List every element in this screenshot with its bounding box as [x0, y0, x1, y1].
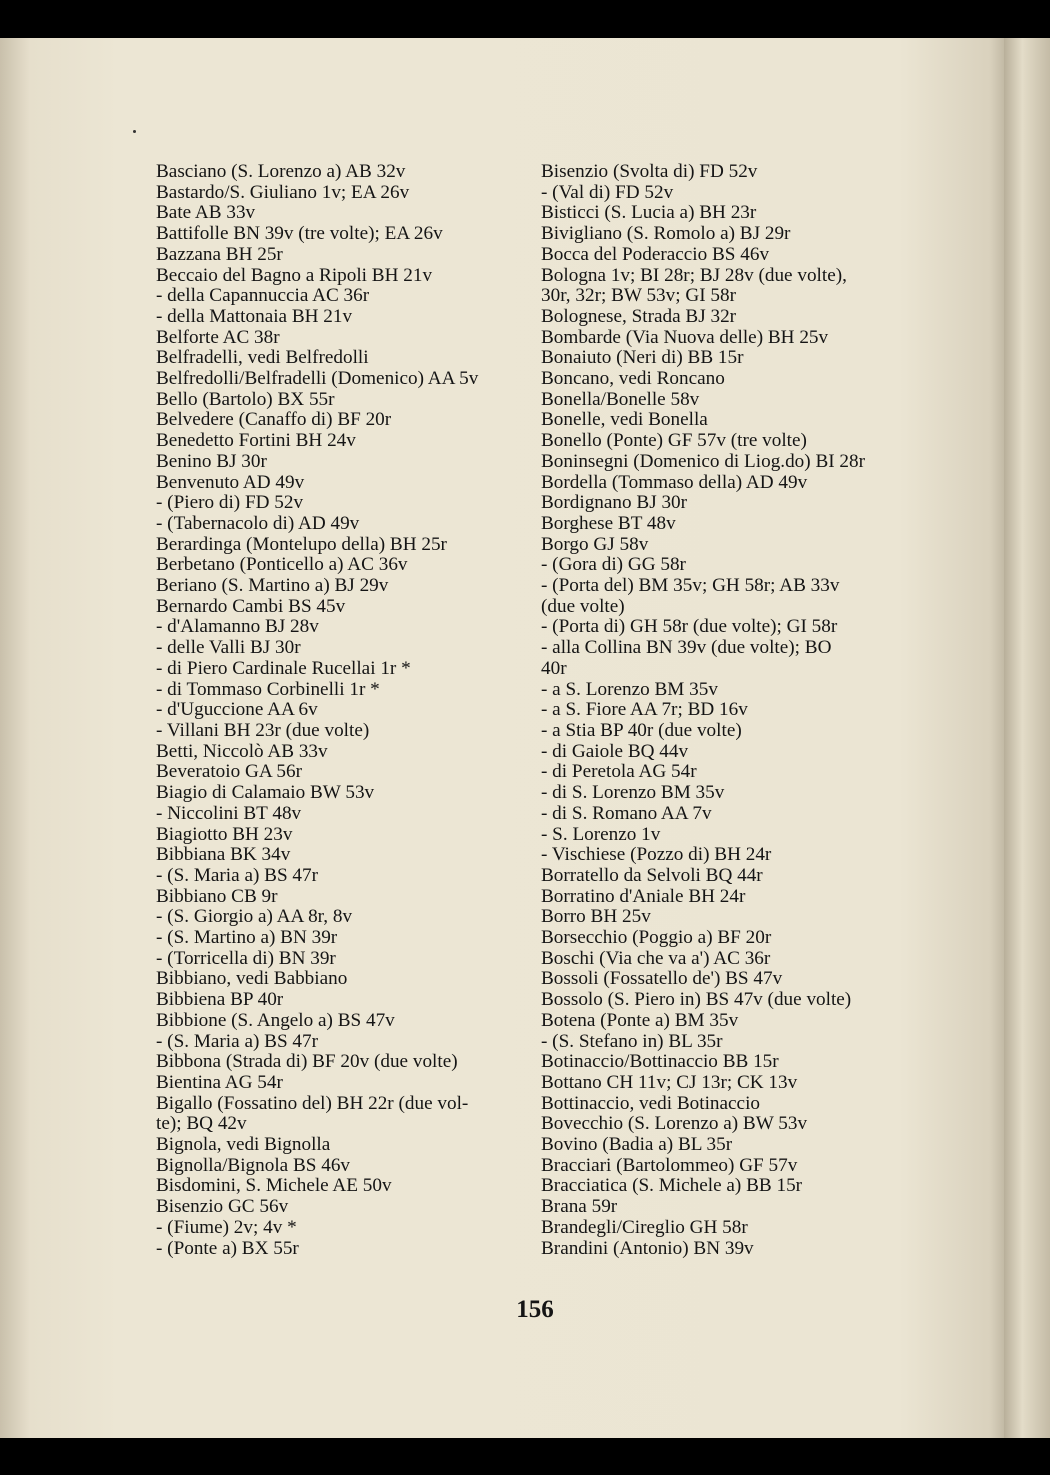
index-entry: Bocca del Poderaccio BS 46v	[541, 243, 770, 265]
index-entry: Brandini (Antonio) BN 39v	[541, 1237, 754, 1259]
index-entry: Battifolle BN 39v (tre volte); EA 26v	[156, 223, 443, 245]
index-entry: Bisenzio GC 56v	[156, 1196, 289, 1218]
index-entry: Bonella/Bonelle 58v	[541, 388, 700, 410]
index-entry: - d'Uguccione AA 6v	[156, 699, 318, 721]
index-entry: Bignola, vedi Bignolla	[156, 1134, 331, 1156]
index-entry: - di S. Romano AA 7v	[541, 802, 712, 824]
index-entry: Belvedere (Canaffo di) BF 20r	[156, 409, 392, 431]
index-entry: Berardinga (Montelupo della) BH 25r	[156, 533, 447, 555]
index-entry: Bonelle, vedi Bonella	[541, 409, 708, 431]
index-entry: Bovino (Badia a) BL 35r	[541, 1134, 733, 1156]
index-entry: Bordella (Tommaso della) AD 49v	[541, 471, 808, 493]
index-entry: Bignolla/Bignola BS 46v	[156, 1154, 351, 1176]
index-entry: - (S. Maria a) BS 47r	[156, 1030, 318, 1052]
index-entry: - (Gora di) GG 58r	[541, 554, 686, 576]
index-entry: Bossolo (S. Piero in) BS 47v (due volte)	[541, 989, 852, 1011]
index-entry: Bossoli (Fossatello de') BS 47v	[541, 968, 783, 990]
index-entry: Belfredolli/Belfradelli (Domenico) AA 5v	[156, 368, 479, 390]
index-entry: - della Capannuccia AC 36r	[156, 285, 370, 307]
index-entry: Benvenuto AD 49v	[156, 471, 305, 493]
index-entry: Bate AB 33v	[156, 202, 256, 224]
index-entry: - (S. Giorgio a) AA 8r, 8v	[156, 906, 353, 928]
index-entry: - Niccolini BT 48v	[156, 802, 302, 824]
index-entry: Bibbiano CB 9r	[156, 885, 278, 907]
index-entry: - (Fiume) 2v; 4v *	[156, 1216, 297, 1238]
index-entry: Boschi (Via che va a') AC 36r	[541, 947, 771, 969]
index-entry: 30r, 32r; BW 53v; GI 58r	[541, 285, 736, 307]
index-entry: Beveratoio GA 56r	[156, 761, 303, 783]
index-entry: Bibbiana BK 34v	[156, 844, 291, 866]
index-entry: Bivigliano (S. Romolo a) BJ 29r	[541, 223, 791, 245]
index-entry: Botinaccio/Bottinaccio BB 15r	[541, 1051, 779, 1073]
index-entry: Borratino d'Aniale BH 24r	[541, 885, 746, 907]
index-entry: Bovecchio (S. Lorenzo a) BW 53v	[541, 1113, 808, 1135]
index-entry: Borgo GJ 58v	[541, 533, 649, 555]
index-entry: Betti, Niccolò AB 33v	[156, 740, 328, 762]
index-entry: Biagiotto BH 23v	[156, 823, 293, 845]
index-entry: - (Piero di) FD 52v	[156, 492, 304, 514]
index-entry: Bonello (Ponte) GF 57v (tre volte)	[541, 430, 807, 452]
index-entry: - (Val di) FD 52v	[541, 181, 674, 203]
index-entry: Belfradelli, vedi Belfredolli	[156, 347, 369, 369]
index-entry: Bisdomini, S. Michele AE 50v	[156, 1175, 392, 1197]
index-entry: - delle Valli BJ 30r	[156, 637, 301, 659]
index-column-left	[156, 162, 526, 1259]
index-entry: - di Piero Cardinale Rucellai 1r *	[156, 657, 411, 679]
index-entry: Beccaio del Bagno a Ripoli BH 21v	[156, 264, 433, 286]
index-entry: - di S. Lorenzo BM 35v	[541, 782, 725, 804]
index-entry: - a S. Fiore AA 7r; BD 16v	[541, 699, 748, 721]
index-entry: - alla Collina BN 39v (due volte); BO	[541, 637, 832, 659]
next-page-edge	[1004, 38, 1050, 1438]
index-entry: Bonaiuto (Neri di) BB 15r	[541, 347, 744, 369]
index-entry: Bracciatica (S. Michele a) BB 15r	[541, 1175, 803, 1197]
index-entry: Borro BH 25v	[541, 906, 651, 928]
index-entry: te); BQ 42v	[156, 1113, 247, 1135]
index-column-right	[541, 162, 916, 1259]
index-entry: 40r	[541, 657, 567, 679]
index-entry: Bisenzio (Svolta di) FD 52v	[541, 161, 758, 182]
index-entry: Benino BJ 30r	[156, 450, 267, 472]
index-entry: - (Ponte a) BX 55r	[156, 1237, 299, 1259]
index-entry: Brandegli/Cireglio GH 58r	[541, 1216, 748, 1238]
page-number: 156	[516, 1296, 554, 1323]
index-entry: - (Torricella di) BN 39r	[156, 947, 336, 969]
index-entry: - di Peretola AG 54r	[541, 761, 697, 783]
index-entry: - (Porta di) GH 58r (due volte); GI 58r	[541, 616, 838, 638]
index-entry: Bolognese, Strada BJ 32r	[541, 305, 737, 327]
index-entry: Bibbione (S. Angelo a) BS 47v	[156, 1009, 395, 1031]
index-entry: Bibbiano, vedi Babbiano	[156, 968, 348, 990]
index-entry: - (Tabernacolo di) AD 49v	[156, 512, 360, 534]
index-entry: Borsecchio (Poggio a) BF 20r	[541, 927, 772, 949]
index-entry: Bigallo (Fossatino del) BH 22r (due vol-	[156, 1092, 469, 1114]
index-entry: (due volte)	[541, 595, 625, 617]
index-entry: Bottano CH 11v; CJ 13r; CK 13v	[541, 1071, 798, 1093]
index-entry: - S. Lorenzo 1v	[541, 823, 661, 845]
index-entry: Botena (Ponte a) BM 35v	[541, 1009, 739, 1031]
index-entry: Boncano, vedi Roncano	[541, 368, 725, 390]
index-entry: Bello (Bartolo) BX 55r	[156, 388, 335, 410]
index-entry: Benedetto Fortini BH 24v	[156, 430, 356, 452]
index-entry: Boninsegni (Domenico di Liog.do) BI 28r	[541, 450, 866, 472]
index-entry: - di Tommaso Corbinelli 1r *	[156, 678, 380, 700]
index-entry: Bibbona (Strada di) BF 20v (due volte)	[156, 1051, 458, 1073]
index-entry: Beriano (S. Martino a) BJ 29v	[156, 575, 389, 597]
index-entry: - d'Alamanno BJ 28v	[156, 616, 319, 638]
index-entry: Bologna 1v; BI 28r; BJ 28v (due volte),	[541, 264, 847, 286]
index-entry: Borratello da Selvoli BQ 44r	[541, 864, 763, 886]
index-entry: Biagio di Calamaio BW 53v	[156, 782, 375, 804]
index-entry: Basciano (S. Lorenzo a) AB 32v	[156, 161, 406, 182]
index-entry: - Vischiese (Pozzo di) BH 24r	[541, 844, 772, 866]
index-entry: - Villani BH 23r (due volte)	[156, 719, 370, 741]
index-entry: Brana 59r	[541, 1196, 618, 1218]
index-entry: Bernardo Cambi BS 45v	[156, 595, 346, 617]
index-entry: Borghese BT 48v	[541, 512, 676, 534]
index-entry: Bientina AG 54r	[156, 1071, 283, 1093]
index-entry: - (S. Stefano in) BL 35r	[541, 1030, 723, 1052]
index-entry: - di Gaiole BQ 44v	[541, 740, 689, 762]
index-entry: - della Mattonaia BH 21v	[156, 305, 353, 327]
index-entry: Berbetano (Ponticello a) AC 36v	[156, 554, 408, 576]
speck	[133, 130, 136, 133]
index-entry: Bisticci (S. Lucia a) BH 23r	[541, 202, 757, 224]
index-entry: Bastardo/S. Giuliano 1v; EA 26v	[156, 181, 410, 203]
index-entry: Bombarde (Via Nuova delle) BH 25v	[541, 326, 829, 348]
index-entry: - a S. Lorenzo BM 35v	[541, 678, 718, 700]
index-entry: - a Stia BP 40r (due volte)	[541, 719, 742, 741]
index-entry: - (S. Martino a) BN 39r	[156, 927, 338, 949]
index-entry: Bibbiena BP 40r	[156, 989, 284, 1011]
index-entry: - (S. Maria a) BS 47r	[156, 864, 318, 886]
index-entry: - (Porta del) BM 35v; GH 58r; AB 33v	[541, 575, 840, 597]
index-entry: Belforte AC 38r	[156, 326, 280, 348]
index-entry: Bordignano BJ 30r	[541, 492, 688, 514]
index-entry: Bottinaccio, vedi Botinaccio	[541, 1092, 760, 1114]
index-entry: Bazzana BH 25r	[156, 243, 283, 265]
index-entry: Bracciari (Bartolommeo) GF 57v	[541, 1154, 798, 1176]
